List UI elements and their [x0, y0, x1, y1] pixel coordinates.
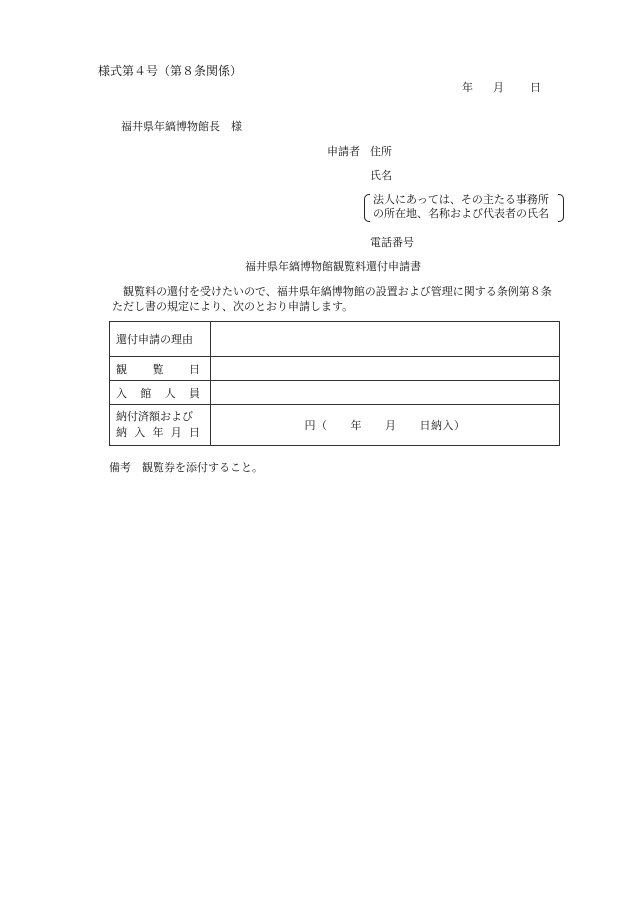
visitor-count-label — [110, 381, 211, 405]
paid-amount-label — [110, 405, 211, 446]
body-line2: ただし書の規定により、次のとおり申請します。 — [112, 300, 354, 313]
applicant-label: 申請者 — [327, 145, 360, 158]
label-char: 館 — [140, 386, 152, 400]
date-line — [462, 82, 541, 93]
visit-date-label — [110, 357, 211, 381]
label-char: 人 — [164, 386, 176, 400]
corporate-note-line1: 法人にあっては、その主たる事務所 — [373, 193, 549, 206]
label-char: 員 — [188, 386, 200, 400]
date-day-label: 日 — [530, 81, 541, 94]
body-text — [112, 284, 552, 314]
visit-date-field[interactable] — [211, 357, 560, 381]
table-row-visitor-count — [110, 381, 560, 405]
paid-amount-label-line2 — [116, 425, 200, 441]
paid-amount-label-line1: 納付済額および — [116, 410, 193, 423]
phone-label: 電話番号 — [370, 236, 414, 249]
addressee: 福井県年縞博物館長 様 — [121, 120, 242, 133]
label-char: 覧 — [152, 362, 164, 376]
label-char: 観 — [116, 362, 127, 376]
label-char: 納 — [116, 426, 127, 439]
corporate-note-line2: の所在地、名称および代表者の氏名 — [373, 207, 549, 220]
corporate-note — [364, 193, 564, 221]
date-year-label: 年 — [462, 81, 473, 94]
remarks-note: 備考 観覧券を添付すること。 — [109, 461, 263, 474]
table-row-reason — [110, 322, 560, 357]
document-title: 福井県年縞博物館観覧料還付申請書 — [245, 260, 421, 273]
left-bracket-icon — [364, 194, 370, 222]
table-row-visit-date — [110, 357, 560, 381]
name-label: 氏名 — [370, 169, 392, 182]
label-char: 月 — [170, 426, 182, 439]
label-char: 入 — [134, 426, 146, 439]
reason-label: 還付申請の理由 — [110, 322, 211, 357]
label-char: 入 — [116, 386, 127, 400]
table-row-paid-amount — [110, 405, 560, 446]
date-month-label: 月 — [493, 81, 504, 94]
address-label: 住所 — [370, 145, 392, 158]
visitor-count-field[interactable] — [211, 381, 560, 405]
paid-amount-field[interactable]: 円（ 年 月 日納入） — [211, 405, 560, 446]
form-number: 様式第４号（第８条関係） — [98, 64, 243, 78]
application-table — [109, 321, 560, 446]
body-line1: 観覧料の還付を受けたいので、福井県年縞博物館の設置および管理に関する条例第８条 — [123, 285, 552, 298]
label-char: 日 — [189, 426, 200, 439]
reason-field[interactable] — [211, 322, 560, 357]
label-char: 日 — [189, 362, 200, 376]
right-bracket-icon — [558, 194, 564, 222]
label-char: 年 — [152, 426, 164, 439]
